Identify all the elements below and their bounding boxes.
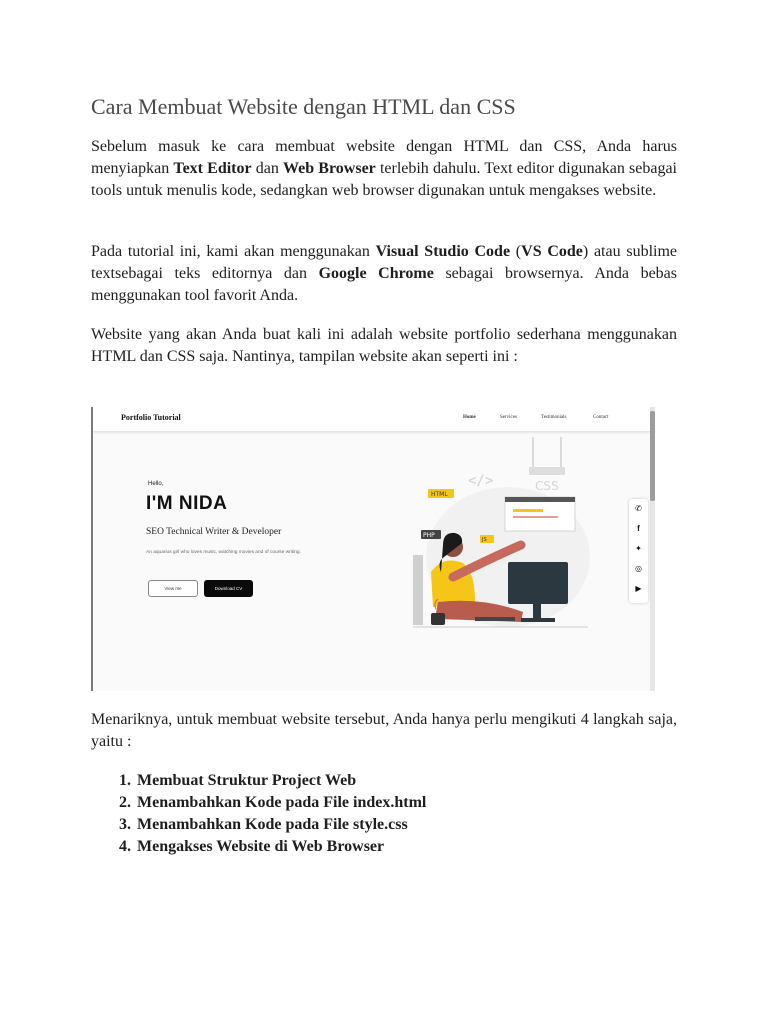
preview-name: I'M NIDA	[146, 493, 228, 514]
preview-download-button: Download CV	[204, 580, 253, 597]
bold-text-editor: Text Editor	[173, 160, 252, 177]
paragraph-text: ) atau sublime textsebagai teks editornya dan	[91, 243, 678, 282]
list-item: 1. Membuat Struktur Project Web	[135, 770, 426, 792]
twitter-icon: ✦	[635, 544, 642, 553]
php-tag: PHP	[423, 532, 435, 539]
preview-description: An aquarius girl who loves music, watching movies and of course writing.	[146, 550, 301, 555]
paragraph-preview: Website yang akan Anda buat kali ini adalah website portfolio sederhana menggunakan HTML dan CSS saja. Nantinya, tampilan website akan seperti ini :	[91, 326, 677, 365]
preview-nav-testimonials: Testimonials	[541, 415, 567, 420]
paragraph-text: (	[510, 243, 522, 260]
developer-illustration	[413, 437, 593, 637]
preview-nav-home: Home	[463, 415, 476, 420]
code-tag-text: </>	[468, 473, 494, 489]
paragraph-steps-intro: Menariknya, untuk membuat website tersebut, Anda hanya perlu mengikuti 4 langkah saja, yaitu :	[91, 711, 677, 750]
bold-vscode: Visual Studio Code	[375, 243, 511, 260]
paragraph-text: sebagai browsernya. Anda bebas menggunakan tool favorit Anda.	[91, 265, 678, 304]
preview-scrollbar-thumb	[650, 411, 655, 501]
preview-view-button: View me	[148, 580, 198, 597]
list-item: 2. Menambahkan Kode pada File index.html	[135, 792, 426, 814]
page-title: Cara Membuat Website dengan HTML dan CSS	[91, 94, 516, 119]
youtube-icon: ▶	[635, 584, 642, 593]
css-tag: CSS	[535, 479, 559, 493]
website-preview-image	[91, 407, 655, 691]
paragraph-intro	[91, 136, 677, 202]
paragraph-text: Pada tutorial ini, kami akan menggunakan	[91, 243, 376, 260]
facebook-icon: f	[637, 524, 640, 533]
social-icons-bar	[629, 499, 648, 603]
list-item: 3. Menambahkan Kode pada File style.css	[135, 814, 426, 836]
html-tag: HTML	[431, 491, 448, 498]
preview-nav-services: Services	[500, 415, 517, 420]
paragraph-tools	[91, 241, 677, 307]
list-item: 4. Mengakses Website di Web Browser	[135, 836, 426, 858]
bold-web-browser: Web Browser	[283, 160, 376, 177]
paragraph-text: terlebih dahulu. Text editor digunakan sebagai tools untuk menulis kode, sedangkan web browser digunakan untuk mengakses website.	[91, 160, 678, 199]
steps-list	[91, 770, 426, 858]
instagram-icon: ◎	[635, 564, 642, 573]
preview-role: SEO Technical Writer & Developer	[146, 527, 282, 537]
preview-hello: Hello,	[148, 481, 164, 487]
paragraph-text: dan	[251, 160, 284, 177]
js-tag: JS	[482, 537, 487, 543]
whatsapp-icon: ✆	[635, 504, 642, 513]
preview-navbar	[93, 407, 655, 431]
paragraph-text: Sebelum masuk ke cara membuat website dengan HTML dan CSS, Anda harus menyiapkan	[91, 138, 677, 177]
preview-scrollbar	[650, 407, 655, 691]
bold-google-chrome: Google Chrome	[318, 265, 434, 282]
preview-nav-contact: Contact	[593, 415, 609, 420]
preview-brand: Portfolio Tutorial	[121, 413, 181, 422]
bold-vscode-short: VS Code	[521, 243, 583, 260]
